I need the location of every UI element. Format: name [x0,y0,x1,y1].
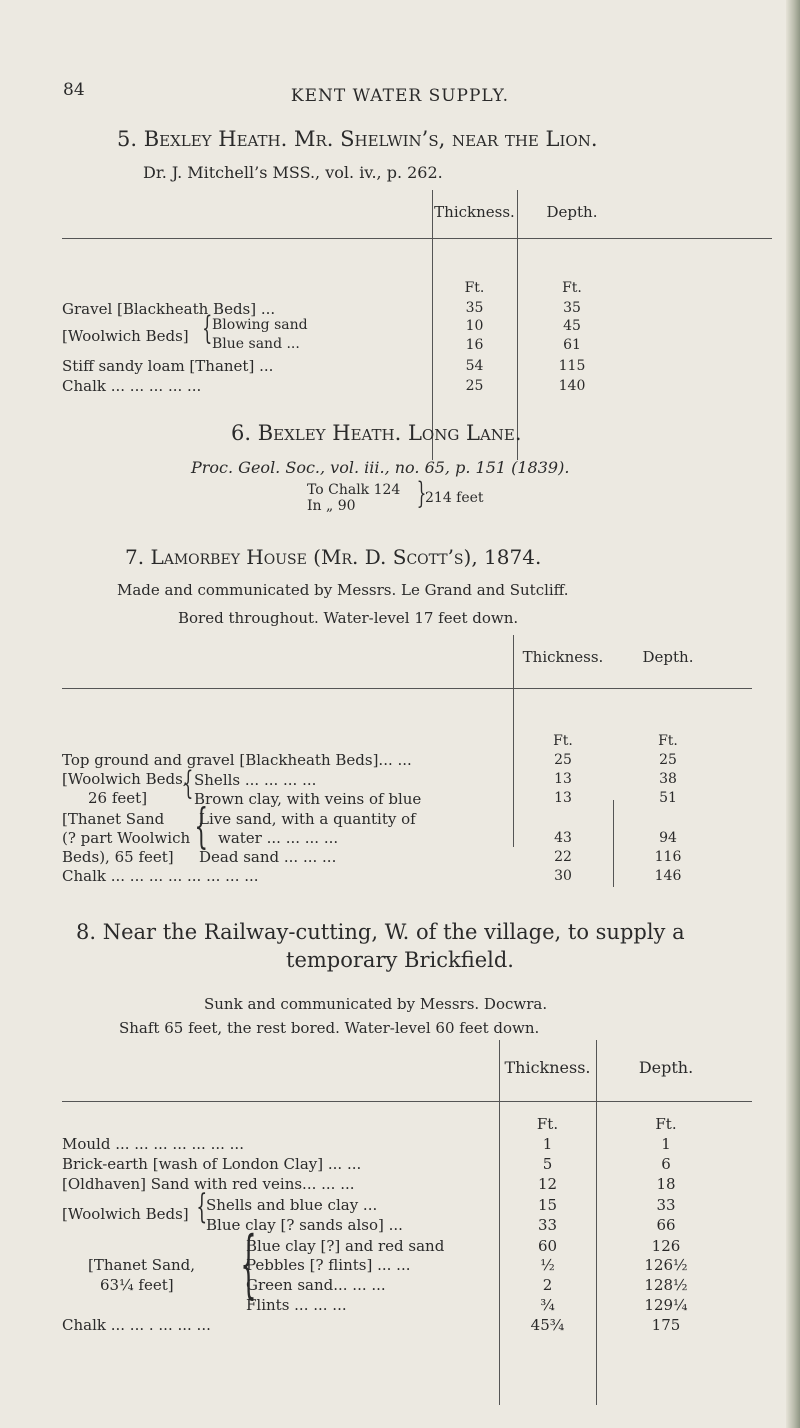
s5-row-gravel-depth: 35 [563,300,581,316]
s8-woolwich-group: [Woolwich Beds] [62,1205,189,1223]
s8-row-blueclay2-depth: 126 [651,1237,681,1255]
section-7-line-1: Made and communicated by Messrs. Le Grand and Sutcliff. [117,581,569,599]
s5-row-blowing-sand: Blowing sand [212,317,308,333]
s8-unit-thickness: Ft. [536,1115,559,1133]
s7-woolwich-group-2: 26 feet] [88,789,148,807]
s8-row-oldhaven-depth: 18 [656,1175,676,1193]
section-6-source: Proc. Geol. Soc., vol. iii., no. 65, p. 151 (1839). [191,458,570,477]
s7-row-water: water ... ... ... ... [218,829,339,847]
s7-row-live-thickness: 43 [554,830,572,846]
s5-row-blue-depth: 61 [563,337,581,353]
s7-row-dead-thickness: 22 [554,849,572,865]
s7-unit-thickness: Ft. [553,733,573,749]
s8-row-shells-depth: 33 [656,1196,676,1214]
s8-thanet-group-1: [Thanet Sand, [88,1256,196,1274]
s8-row-blue-clay: Blue clay [? sands also] ... [206,1216,403,1234]
s7-row-top-depth: 25 [659,752,677,768]
s8-thanet-brace: { [240,1221,257,1307]
s7-thanet-brace: { [194,798,209,854]
s7-woolwich-brace: { [183,764,194,802]
s8-row-chalk-depth: 175 [651,1316,681,1334]
s5-row-loam-depth: 115 [558,358,586,374]
s8-header-rule [62,1101,752,1102]
s8-row-flints-thickness: ¾ [540,1296,555,1314]
s5-row-loam-label: Stiff sandy loam [Thanet] ... [62,357,274,375]
s8-row-pebbles: Pebbles [? flints] ... ... [246,1256,411,1274]
s8-row-blue-clay-red-sand: Blue clay [?] and red sand [246,1237,445,1255]
s8-row-greensand-thickness: 2 [542,1276,553,1294]
s7-thanet-group-2: (? part Woolwich [62,829,191,847]
s7-row-brown-thickness: 13 [554,790,572,806]
s5-row-chalk-label: Chalk ... ... ... ... ... [62,377,202,395]
s8-row-pebbles-thickness: ½ [540,1256,555,1274]
section-7-title: 7. Lamorbey House (Mr. D. Scott’s), 1874. [125,545,542,569]
section-8-line-1: Sunk and communicated by Messrs. Docwra. [204,995,548,1013]
page-edge-shadow [786,0,800,1428]
s8-woolwich-brace: { [196,1187,208,1227]
s7-head-thickness: Thickness. [522,648,604,666]
s8-unit-depth: Ft. [655,1115,677,1133]
s7-row-chalk-depth: 146 [654,868,682,884]
s5-row-loam-thickness: 54 [465,358,484,374]
s7-row-chalk-label: Chalk ... ... ... ... ... ... ... ... [62,867,259,885]
s7-col-line-2 [613,800,614,887]
s5-head-depth: Depth. [546,203,598,221]
s7-row-chalk-thickness: 30 [554,868,572,884]
running-head: KENT WATER SUPPLY. [290,86,510,106]
s7-thanet-group-3: Beds), 65 feet] [62,848,174,866]
s6-line-chalk: To Chalk 124 [307,482,401,498]
section-5-title: 5. Bexley Heath. Mr. Shelwin’s, near the Lion. [117,127,598,151]
s5-header-rule [62,238,772,239]
s8-row-shells-clay: Shells and blue clay ... [206,1196,378,1214]
s5-woolwich-brace: { [202,309,213,347]
s7-thanet-group-1: [Thanet Sand [62,810,165,828]
s7-row-top-thickness: 25 [554,752,572,768]
s6-line-in: In „ 90 [307,498,356,514]
page-number: 84 [63,80,85,100]
s8-row-brickearth-depth: 6 [661,1155,671,1173]
s5-row-chalk-thickness: 25 [465,378,484,394]
s8-row-chalk-label: Chalk ... ... . ... ... ... [62,1316,211,1334]
section-8-title-2: temporary Brickfield. [286,948,514,972]
s8-row-shells-thickness: 15 [537,1196,558,1214]
s7-row-live-sand: Live sand, with a quantity of [199,810,416,828]
s7-woolwich-group-1: [Woolwich Beds, [62,770,188,788]
section-8-line-2: Shaft 65 feet, the rest bored. Water-level 60 feet down. [119,1019,540,1037]
s8-row-mould-label: Mould ... ... ... ... ... ... ... [62,1135,244,1153]
s8-row-pebbles-depth: 126½ [644,1256,688,1274]
s5-row-woolwich-label: [Woolwich Beds] [62,327,189,345]
s7-row-brown-depth: 51 [659,790,677,806]
s5-unit-depth: Ft. [562,280,582,296]
s8-row-oldhaven-thickness: 12 [537,1175,558,1193]
s6-total: 214 feet [425,490,484,506]
s7-head-depth: Depth. [642,648,694,666]
s8-row-brickearth-label: Brick-earth [wash of London Clay] ... ... [62,1155,362,1173]
s5-row-blowing-depth: 45 [563,318,581,334]
s8-thanet-group-2: 63¼ feet] [100,1276,174,1294]
section-8-title: 8. Near the Railway-cutting, W. of the village, to supply a [76,920,685,944]
s8-row-blueclay-depth: 66 [656,1216,676,1234]
s7-row-shells-thickness: 13 [554,771,572,787]
s8-row-brickearth-thickness: 5 [542,1155,553,1173]
s5-row-gravel-label: Gravel [Blackheath Beds] ... [62,300,276,318]
s5-row-blue-thickness: 16 [465,337,484,353]
s8-row-chalk-thickness: 45¾ [530,1316,565,1334]
s8-row-blueclay2-thickness: 60 [537,1237,558,1255]
section-5-source: Dr. J. Mitchell’s MSS., vol. iv., p. 262. [143,163,443,182]
s8-row-green-sand: Green sand... ... ... [246,1276,386,1294]
s7-header-rule [62,688,752,689]
s7-row-shells-depth: 38 [659,771,677,787]
s7-row-live-depth: 94 [659,830,677,846]
s5-row-chalk-depth: 140 [558,378,586,394]
s6-brace: } [416,476,427,511]
s8-row-mould-depth: 1 [661,1135,671,1153]
s8-head-thickness: Thickness. [504,1058,591,1077]
s7-unit-depth: Ft. [658,733,678,749]
section-7-line-2: Bored throughout. Water-level 17 feet down. [178,609,519,627]
s8-row-flints-depth: 129¼ [644,1296,688,1314]
s5-row-blowing-thickness: 10 [465,318,484,334]
s7-row-shells: Shells ... ... ... ... [194,771,317,789]
s7-row-brown-clay: Brown clay, with veins of blue [194,790,422,808]
s5-row-gravel-thickness: 35 [465,300,484,316]
s8-head-depth: Depth. [638,1058,694,1077]
s5-unit-thickness: Ft. [464,280,485,296]
s5-head-thickness: Thickness. [434,203,515,221]
s8-row-flints: Flints ... ... ... [246,1296,347,1314]
s8-row-oldhaven-label: [Oldhaven] Sand with red veins... ... ... [62,1175,355,1193]
s5-row-blue-sand: Blue sand ... [212,336,300,352]
s8-row-greensand-depth: 128½ [644,1276,688,1294]
s7-row-top-label: Top ground and gravel [Blackheath Beds]... ... [62,751,412,769]
section-6-title: 6. Bexley Heath. Long Lane. [231,421,522,445]
s7-row-dead-depth: 116 [654,849,682,865]
s7-row-dead-sand: Dead sand ... ... ... [199,848,337,866]
s8-row-mould-thickness: 1 [542,1135,553,1153]
s8-row-blueclay-thickness: 33 [537,1216,558,1234]
